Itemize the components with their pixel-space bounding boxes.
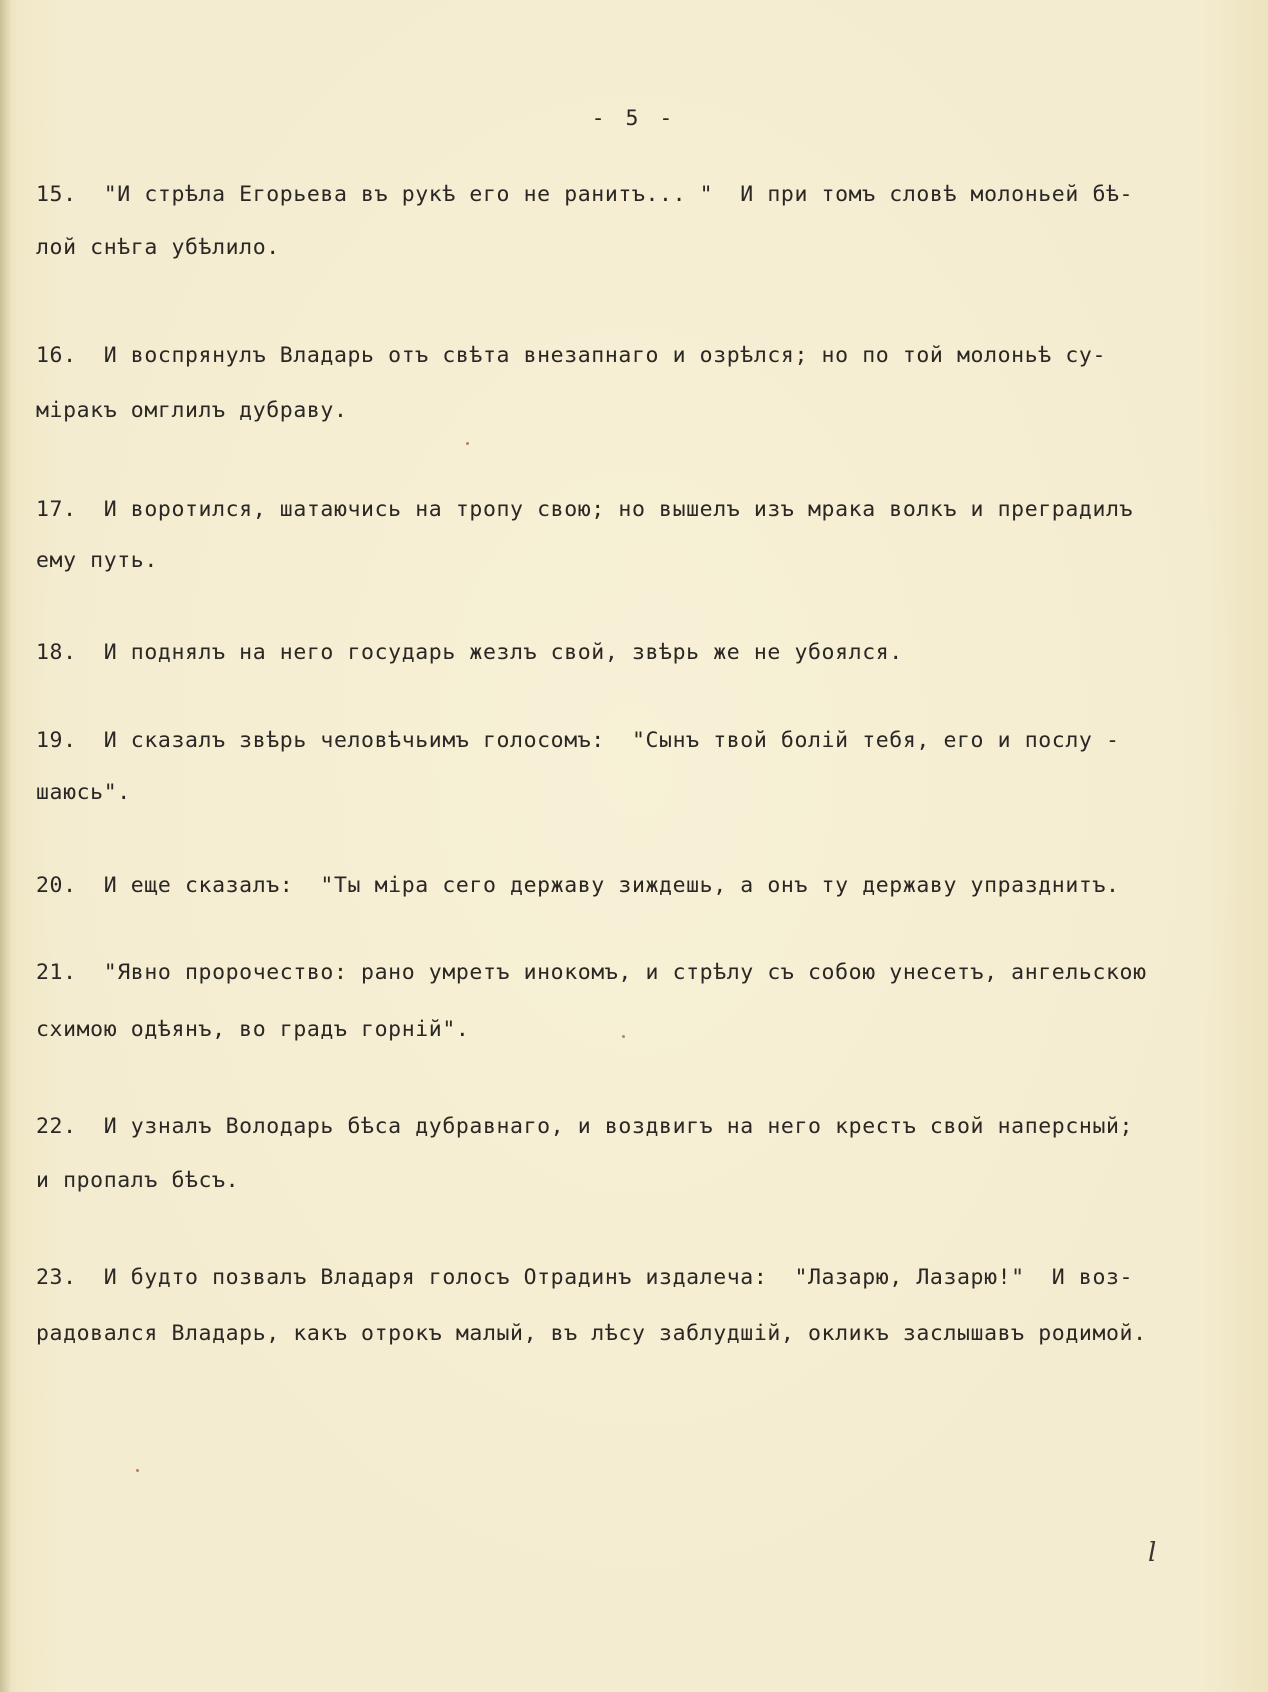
paragraph-18-line-1: 18. И поднялъ на него государь жезлъ свой, звѣрь же не убоялся. [36,640,903,665]
paragraph-15-line-1: 15. "И стрѣла Егорьева въ рукѣ его не ранитъ... " И при томъ словѣ молоньей бѣ- [36,182,1134,207]
handwritten-margin-mark: l [1148,1538,1157,1568]
paragraph-19-line-2: шаюсь". [36,780,131,805]
paragraph-16-line-2: міракъ омглилъ дубраву. [36,398,348,423]
paragraph-23-line-1: 23. И будто позвалъ Владаря голосъ Отрадинъ издалеча: "Лазарю, Лазарю!" И воз- [36,1265,1134,1290]
paragraph-20-line-1: 20. И еще сказалъ: "Ты міра сего державу зиждешь, а онъ ту державу упразднитъ. [36,873,1120,898]
page-number: - 5 - [591,106,677,131]
paragraph-17-line-2: ему путь. [36,548,158,573]
paper-speck [466,442,469,445]
paragraph-15-line-2: лой снѣга убѣлило. [36,235,280,260]
paragraph-21-line-2: схимою одѣянъ, во градъ горній". [36,1017,470,1042]
paragraph-23-line-2: радовался Владарь, какъ отрокъ малый, въ лѣсу заблудшій, окликъ заслышавъ родимой. [36,1321,1147,1346]
paragraph-22-line-1: 22. И узналъ Володарь бѣса дубравнаго, и воздвигъ на него крестъ свой наперсный; [36,1114,1134,1139]
paragraph-22-line-2: и пропалъ бѣсъ. [36,1168,240,1193]
paragraph-21-line-1: 21. "Явно пророчество: рано умретъ инокомъ, и стрѣлу съ собою унесетъ, ангельскою [36,960,1147,985]
paragraph-16-line-1: 16. И воспрянулъ Владарь отъ свѣта внезапнаго и озрѣлся; но по той молоньѣ су- [36,343,1106,368]
paragraph-17-line-1: 17. И воротился, шатаючись на тропу свою; но вышелъ изъ мрака волкъ и преградилъ [36,497,1134,522]
paragraph-19-line-1: 19. И сказалъ звѣрь человѣчьимъ голосомъ: "Сынъ твой болій тебя, его и послу - [36,728,1120,753]
paper-speck [622,1035,625,1038]
paper-speck [136,1469,139,1472]
paper-left-edge [0,0,10,1692]
